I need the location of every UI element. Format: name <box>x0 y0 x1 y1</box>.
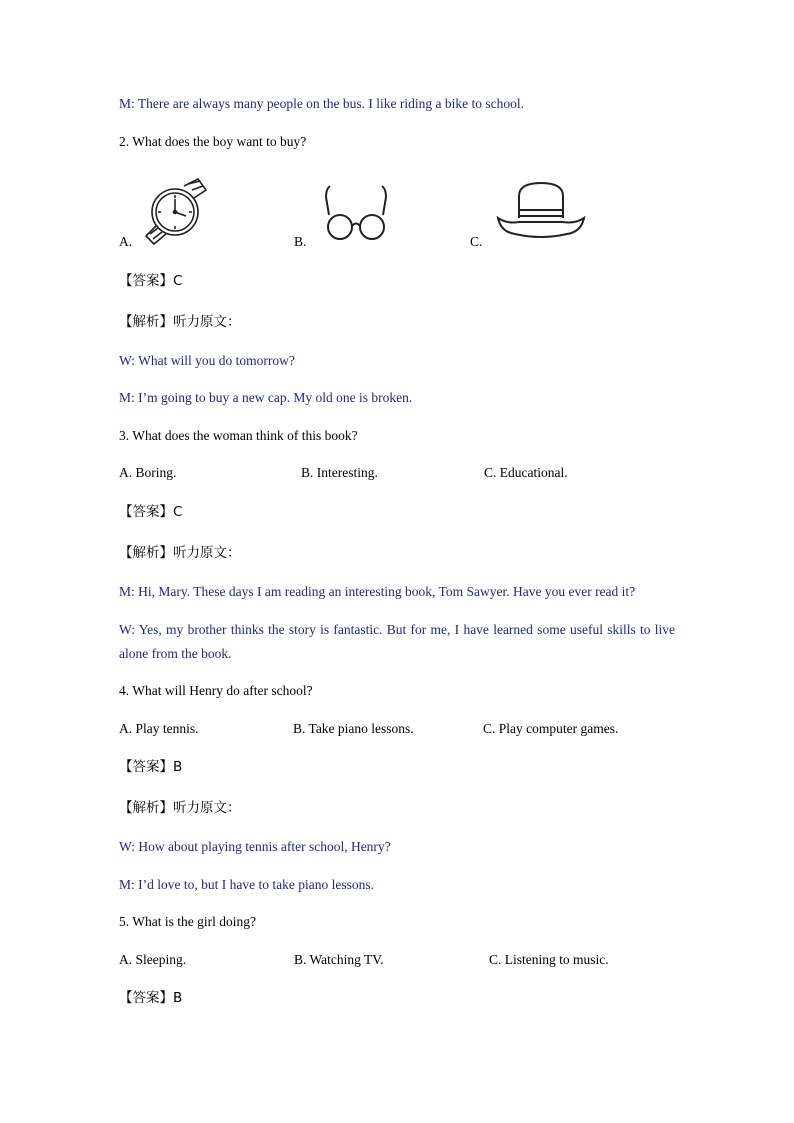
q4-option-c: C. Play computer games. <box>483 721 619 736</box>
answer-4: 【答案】B <box>119 759 183 775</box>
explanation-2: 【解析】听力原文： <box>119 314 241 330</box>
q5-option-a: A. Sleeping. <box>119 952 187 967</box>
dialogue-m-cap: M: I’m going to buy a new cap. My old one is broken. <box>119 390 413 405</box>
dialogue-w-yes: W: Yes, my brother thinks the story is fantastic. But for me, I have learned some useful skills to live alone from the book. <box>119 622 675 661</box>
hat-icon <box>495 180 587 242</box>
dialogue-m-piano: M: I’d love to, but I have to take piano lessons. <box>119 877 374 892</box>
q4-option-a: A. Play tennis. <box>119 721 199 736</box>
explanation-3: 【解析】听力原文： <box>119 545 241 561</box>
answer-3: 【答案】C <box>119 504 183 520</box>
dialogue-w-tennis: W: How about playing tennis after school, Henry? <box>119 839 391 854</box>
glasses-icon <box>322 183 390 243</box>
q2-option-a-label: A. <box>119 234 133 249</box>
explanation-4: 【解析】听力原文： <box>119 800 241 816</box>
q2-option-c-label: C. <box>470 234 483 249</box>
answer-2: 【答案】C <box>119 273 183 289</box>
question-4: 4. What will Henry do after school? <box>119 683 313 698</box>
question-3: 3. What does the woman think of this book? <box>119 428 358 443</box>
watch-icon <box>140 176 210 246</box>
q3-option-a: A. Boring. <box>119 465 177 480</box>
answer-5: 【答案】B <box>119 990 183 1006</box>
q5-option-c: C. Listening to music. <box>489 952 609 967</box>
dialogue-w-tomorrow: W: What will you do tomorrow? <box>119 353 295 368</box>
q2-option-b-label: B. <box>294 234 307 249</box>
dialogue-m-bus: M: There are always many people on the bus. I like riding a bike to school. <box>119 96 525 111</box>
dialogue-m-mary: M: Hi, Mary. These days I am reading an interesting book, Tom Sawyer. Have you ever read it? <box>119 584 636 599</box>
q3-option-c: C. Educational. <box>484 465 568 480</box>
q5-option-b: B. Watching TV. <box>294 952 384 967</box>
question-5: 5. What is the girl doing? <box>119 914 256 929</box>
q4-option-b: B. Take piano lessons. <box>293 721 414 736</box>
question-2: 2. What does the boy want to buy? <box>119 134 307 149</box>
q3-option-b: B. Interesting. <box>301 465 378 480</box>
